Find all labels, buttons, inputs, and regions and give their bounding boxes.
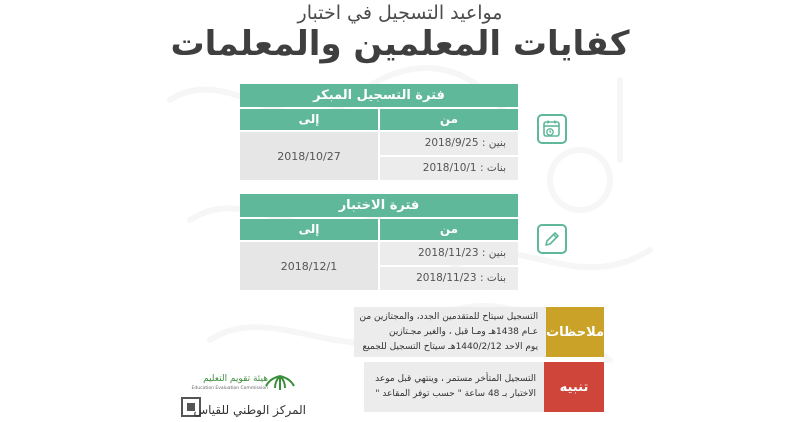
to-date: 2018/12/1 (240, 242, 378, 290)
test-period-table (240, 194, 518, 290)
logos (180, 372, 310, 418)
test-period-header-row (240, 219, 518, 240)
test-period-title: فترة الاختبار (240, 194, 518, 217)
test-period-body (240, 242, 518, 290)
calendar-clock-icon (537, 114, 567, 144)
from-column (380, 242, 518, 290)
notes-line-2: عـام 1438هـ ومـا قبل ، والغير مجـتازين (388, 327, 539, 337)
girls-date: بنات : 2018/11/23 (380, 267, 518, 290)
warning-text (364, 362, 544, 412)
warning-box (364, 362, 604, 412)
from-header: من (380, 219, 518, 240)
early-registration-body (240, 132, 518, 180)
from-column (380, 132, 518, 180)
girls-date: بنات : 2018/10/1 (380, 157, 518, 180)
warning-label: تنبيه (544, 362, 604, 412)
from-header: من (380, 109, 518, 130)
to-header: إلى (240, 109, 378, 130)
center-name-ar: المركز الوطني للقياس (193, 403, 306, 417)
page-subtitle: مواعيد التسجيل في اختبار (297, 2, 503, 24)
notes-label: ملاحظات (546, 307, 604, 357)
boys-date: بنين : 2018/11/23 (380, 242, 518, 265)
notes-line-3: يوم الاحد 1440/2/12هـ سيتاح التسجيل للجميع (362, 342, 539, 352)
page-title: كفايات المعلمين والمعلمات (170, 24, 630, 64)
warning-line-1: التسجيل المتأخر مستمر ، وينتهي قبل موعد (375, 374, 536, 384)
notes-box (359, 307, 604, 357)
warning-line-2: الاختبار بـ 48 ساعة " حسب توفر المقاعد " (375, 389, 536, 399)
early-registration-header-row (240, 109, 518, 130)
to-date: 2018/10/27 (240, 132, 378, 180)
early-registration-table (240, 84, 518, 180)
to-header: إلى (240, 219, 378, 240)
notes-text (354, 307, 547, 357)
early-registration-title: فترة التسجيل المبكر (240, 84, 518, 107)
boys-date: بنين : 2018/9/25 (380, 132, 518, 155)
etec-name-en: Education Evaluation Commission (191, 386, 268, 391)
etec-logo (180, 372, 310, 418)
notes-line-1: التسجيل سيتاح للمتقدمين الجدد، والمجتازين من (359, 312, 539, 322)
pencil-icon (537, 224, 567, 254)
etec-name-ar: هيئة تقويم التعليم (203, 374, 268, 384)
